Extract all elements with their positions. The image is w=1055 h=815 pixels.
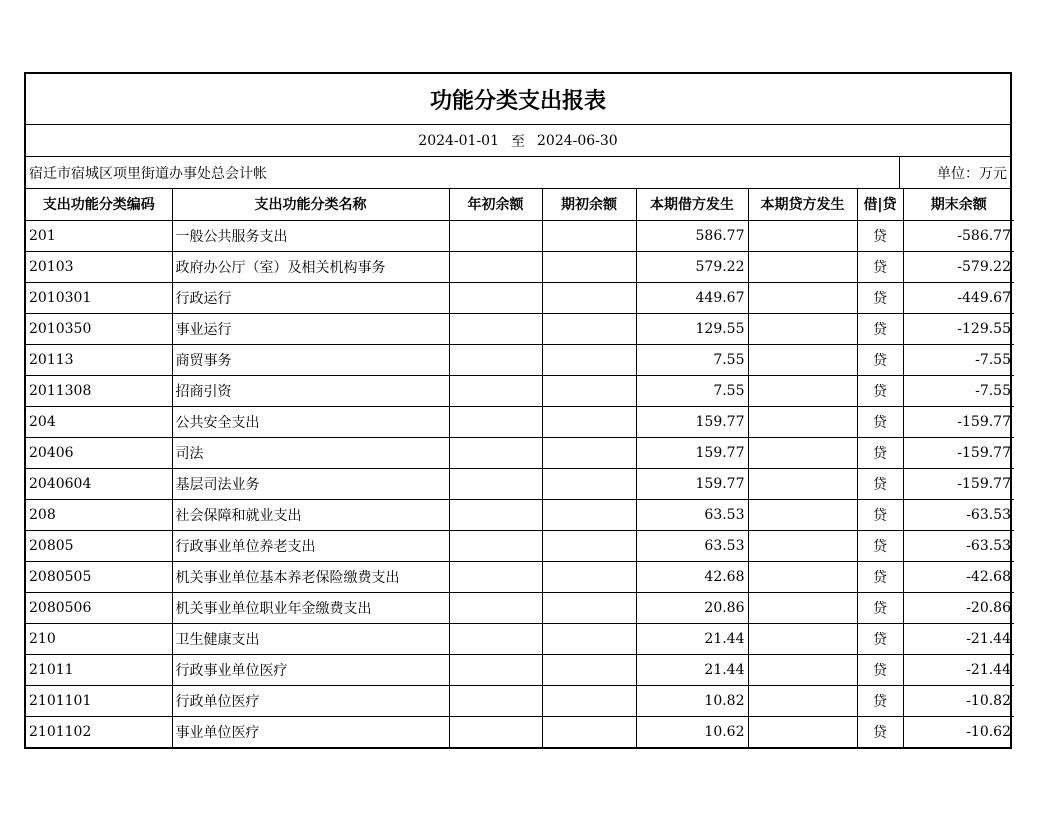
cell-name: 司法 — [172, 437, 449, 468]
cell-name: 商贸事务 — [172, 344, 449, 375]
header-row — [26, 189, 1014, 220]
cell-debit-credit: 贷 — [857, 654, 903, 685]
cell-open-period — [542, 685, 636, 716]
cell-credit — [748, 282, 857, 313]
cell-debit: 159.77 — [636, 406, 748, 437]
cell-open-year — [449, 685, 542, 716]
cell-name: 事业运行 — [172, 313, 449, 344]
cell-open-year — [449, 344, 542, 375]
cell-open-year — [449, 468, 542, 499]
cell-name: 社会保障和就业支出 — [172, 499, 449, 530]
cell-open-year — [449, 530, 542, 561]
cell-code: 210 — [26, 623, 172, 654]
cell-open-period — [542, 716, 636, 747]
cell-credit — [748, 623, 857, 654]
cell-code: 20113 — [26, 344, 172, 375]
cell-open-year — [449, 220, 542, 251]
cell-credit — [748, 654, 857, 685]
cell-debit: 10.62 — [636, 716, 748, 747]
cell-open-period — [542, 313, 636, 344]
cell-debit-credit: 贷 — [857, 220, 903, 251]
cell-debit-credit: 贷 — [857, 468, 903, 499]
cell-debit: 42.68 — [636, 561, 748, 592]
table-row — [26, 530, 1014, 561]
cell-name: 一般公共服务支出 — [172, 220, 449, 251]
cell-debit-credit: 贷 — [857, 561, 903, 592]
cell-open-period — [542, 530, 636, 561]
cell-credit — [748, 561, 857, 592]
cell-debit-credit: 贷 — [857, 592, 903, 623]
cell-code: 20406 — [26, 437, 172, 468]
table-row — [26, 468, 1014, 499]
cell-debit: 159.77 — [636, 468, 748, 499]
cell-close: -129.55 — [903, 313, 1014, 344]
cell-code: 2101101 — [26, 685, 172, 716]
table-row — [26, 344, 1014, 375]
date-to: 2024-06-30 — [537, 132, 618, 149]
cell-close: -449.67 — [903, 282, 1014, 313]
cell-name: 卫生健康支出 — [172, 623, 449, 654]
cell-code: 2010350 — [26, 313, 172, 344]
table-row — [26, 654, 1014, 685]
cell-close: -159.77 — [903, 468, 1014, 499]
cell-code: 2080506 — [26, 592, 172, 623]
cell-name: 行政事业单位养老支出 — [172, 530, 449, 561]
cell-debit: 7.55 — [636, 344, 748, 375]
cell-close: -159.77 — [903, 406, 1014, 437]
cell-open-period — [542, 375, 636, 406]
cell-close: -42.68 — [903, 561, 1014, 592]
cell-debit: 20.86 — [636, 592, 748, 623]
col-header-close: 期末余额 — [903, 189, 1014, 220]
cell-name: 行政事业单位医疗 — [172, 654, 449, 685]
col-header-name: 支出功能分类名称 — [172, 189, 449, 220]
cell-debit: 21.44 — [636, 654, 748, 685]
cell-code: 201 — [26, 220, 172, 251]
cell-debit: 21.44 — [636, 623, 748, 654]
cell-close: -10.82 — [903, 685, 1014, 716]
cell-open-year — [449, 623, 542, 654]
organization-name: 宿迁市宿城区项里街道办事处总会计帐 — [26, 157, 900, 188]
cell-open-year — [449, 282, 542, 313]
date-separator: 至 — [511, 133, 525, 150]
cell-credit — [748, 344, 857, 375]
cell-code: 2040604 — [26, 468, 172, 499]
cell-open-period — [542, 561, 636, 592]
cell-open-period — [542, 220, 636, 251]
cell-open-year — [449, 375, 542, 406]
cell-open-year — [449, 406, 542, 437]
cell-open-period — [542, 437, 636, 468]
cell-credit — [748, 406, 857, 437]
cell-open-year — [449, 313, 542, 344]
cell-open-year — [449, 654, 542, 685]
cell-debit-credit: 贷 — [857, 623, 903, 654]
report-sheet — [24, 72, 1012, 749]
cell-code: 2010301 — [26, 282, 172, 313]
cell-close: -63.53 — [903, 499, 1014, 530]
cell-name: 政府办公厅（室）及相关机构事务 — [172, 251, 449, 282]
cell-debit: 63.53 — [636, 530, 748, 561]
table-row — [26, 251, 1014, 282]
cell-debit-credit: 贷 — [857, 251, 903, 282]
cell-close: -7.55 — [903, 344, 1014, 375]
cell-debit-credit: 贷 — [857, 344, 903, 375]
cell-debit-credit: 贷 — [857, 530, 903, 561]
col-header-debit: 本期借方发生 — [636, 189, 748, 220]
table-row — [26, 685, 1014, 716]
table-row — [26, 282, 1014, 313]
col-header-open-period: 期初余额 — [542, 189, 636, 220]
cell-open-year — [449, 437, 542, 468]
table-row — [26, 313, 1014, 344]
expenditure-table — [26, 189, 1014, 747]
cell-credit — [748, 437, 857, 468]
table-row — [26, 499, 1014, 530]
cell-debit: 10.82 — [636, 685, 748, 716]
cell-open-year — [449, 251, 542, 282]
col-header-dc: 借|贷 — [857, 189, 903, 220]
cell-open-period — [542, 654, 636, 685]
cell-credit — [748, 685, 857, 716]
cell-credit — [748, 220, 857, 251]
cell-debit-credit: 贷 — [857, 437, 903, 468]
cell-code: 2101102 — [26, 716, 172, 747]
cell-open-year — [449, 592, 542, 623]
cell-code: 208 — [26, 499, 172, 530]
cell-close: -586.77 — [903, 220, 1014, 251]
table-row — [26, 716, 1014, 747]
cell-close: -579.22 — [903, 251, 1014, 282]
cell-close: -10.62 — [903, 716, 1014, 747]
cell-close: -159.77 — [903, 437, 1014, 468]
cell-credit — [748, 530, 857, 561]
report-title: 功能分类支出报表 — [26, 74, 1010, 125]
col-header-code: 支出功能分类编码 — [26, 189, 172, 220]
cell-close: -20.86 — [903, 592, 1014, 623]
col-header-open-year: 年初余额 — [449, 189, 542, 220]
cell-credit — [748, 375, 857, 406]
cell-credit — [748, 251, 857, 282]
cell-code: 2011308 — [26, 375, 172, 406]
cell-name: 公共安全支出 — [172, 406, 449, 437]
unit-label: 单位：万元 — [937, 165, 1007, 182]
cell-debit: 63.53 — [636, 499, 748, 530]
cell-open-year — [449, 561, 542, 592]
cell-credit — [748, 592, 857, 623]
cell-open-period — [542, 468, 636, 499]
cell-name: 行政单位医疗 — [172, 685, 449, 716]
table-row — [26, 623, 1014, 654]
cell-open-year — [449, 499, 542, 530]
table-row — [26, 437, 1014, 468]
cell-name: 行政运行 — [172, 282, 449, 313]
cell-credit — [748, 716, 857, 747]
cell-open-period — [542, 282, 636, 313]
cell-close: -7.55 — [903, 375, 1014, 406]
cell-name: 招商引资 — [172, 375, 449, 406]
cell-debit: 159.77 — [636, 437, 748, 468]
cell-name: 机关事业单位基本养老保险缴费支出 — [172, 561, 449, 592]
table-row — [26, 561, 1014, 592]
cell-close: -63.53 — [903, 530, 1014, 561]
cell-open-period — [542, 623, 636, 654]
cell-close: -21.44 — [903, 654, 1014, 685]
cell-code: 204 — [26, 406, 172, 437]
cell-debit: 586.77 — [636, 220, 748, 251]
cell-open-period — [542, 592, 636, 623]
cell-debit-credit: 贷 — [857, 375, 903, 406]
cell-debit-credit: 贷 — [857, 716, 903, 747]
cell-debit: 579.22 — [636, 251, 748, 282]
cell-debit: 129.55 — [636, 313, 748, 344]
cell-debit-credit: 贷 — [857, 685, 903, 716]
table-row — [26, 406, 1014, 437]
cell-open-period — [542, 344, 636, 375]
date-range — [26, 125, 1010, 157]
cell-debit-credit: 贷 — [857, 406, 903, 437]
cell-debit: 7.55 — [636, 375, 748, 406]
cell-open-year — [449, 716, 542, 747]
date-from: 2024-01-01 — [418, 132, 499, 149]
cell-close: -21.44 — [903, 623, 1014, 654]
org-unit-row — [26, 157, 1010, 189]
cell-code: 20805 — [26, 530, 172, 561]
cell-debit: 449.67 — [636, 282, 748, 313]
cell-open-period — [542, 499, 636, 530]
cell-debit-credit: 贷 — [857, 313, 903, 344]
cell-name: 事业单位医疗 — [172, 716, 449, 747]
cell-open-period — [542, 251, 636, 282]
table-row — [26, 220, 1014, 251]
cell-open-period — [542, 406, 636, 437]
cell-credit — [748, 499, 857, 530]
cell-name: 机关事业单位职业年金缴费支出 — [172, 592, 449, 623]
table-row — [26, 592, 1014, 623]
cell-code: 20103 — [26, 251, 172, 282]
cell-debit-credit: 贷 — [857, 499, 903, 530]
cell-debit-credit: 贷 — [857, 282, 903, 313]
table-row — [26, 375, 1014, 406]
cell-credit — [748, 468, 857, 499]
cell-credit — [748, 313, 857, 344]
cell-code: 2080505 — [26, 561, 172, 592]
cell-code: 21011 — [26, 654, 172, 685]
col-header-credit: 本期贷方发生 — [748, 189, 857, 220]
cell-name: 基层司法业务 — [172, 468, 449, 499]
